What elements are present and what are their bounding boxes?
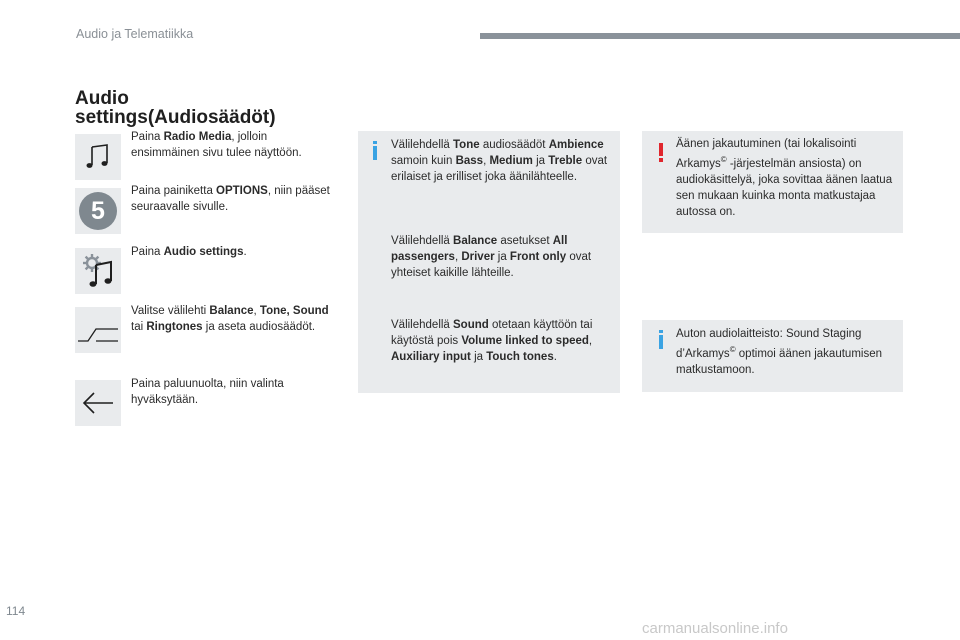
header-bar — [480, 33, 960, 39]
section-header: Audio ja Telematiikka — [76, 27, 194, 41]
step-3-text: Paina Audio settings. — [131, 246, 247, 258]
step-1-text: Paina Radio Media, jolloin ensimmäinen sivu tulee näyttöön. — [131, 131, 302, 159]
step-4-text: Valitse välilehti Balance, Tone, Sound tai Ringtones ja aseta audiosäädöt. — [131, 305, 329, 333]
step-5-text: Paina paluunuolta, niin valinta hyväksytään. — [131, 378, 284, 406]
number-5-badge — [75, 188, 121, 234]
info-icon — [373, 146, 377, 160]
tab-icon — [75, 307, 121, 353]
info-box-tabs — [358, 131, 620, 393]
warning-box — [642, 131, 903, 233]
info-icon — [659, 335, 663, 349]
info-arkamys-text: Auton audiolaitteisto: Sound Staging d’Arkamys© optimoi äänen jakautumisen matkustamoon. — [676, 328, 882, 376]
page-number: 114 — [6, 604, 26, 618]
watermark: carmanualsonline.info — [642, 620, 788, 637]
info-paragraph-balance: Välilehdellä Balance asetukset All passengers, Driver ja Front only ovat yhteiset kaikille lähteille. — [391, 235, 592, 279]
warning-text: Äänen jakautuminen (tai lokalisointi Arkamys© -järjestelmän ansiosta) on audiokäsittelyä, joka sovittaa äänen laatua sen mukaan kuinka monta matkustajaa autossa on. — [676, 138, 893, 218]
info-paragraph-tone: Välilehdellä Tone audiosäädöt Ambience samoin kuin Bass, Medium ja Treble ovat erilaiset ja erilliset joka äänilähteelle. — [391, 139, 608, 183]
step-2-text: Paina painiketta OPTIONS, niin pääset seuraavalle sivulle. — [131, 185, 330, 213]
page-title: Audio settings(Audiosäädöt) — [75, 88, 276, 128]
back-arrow-icon — [75, 380, 121, 426]
settings-music-icon — [75, 248, 121, 294]
warning-icon — [659, 143, 663, 156]
info-paragraph-sound: Välilehdellä Sound otetaan käyttöön tai käytöstä pois Volume linked to speed, Auxiliary input ja Touch tones. — [391, 319, 593, 363]
music-note-icon — [75, 134, 121, 180]
info-box-arkamys — [642, 320, 903, 392]
step-number: 5 — [79, 192, 117, 230]
